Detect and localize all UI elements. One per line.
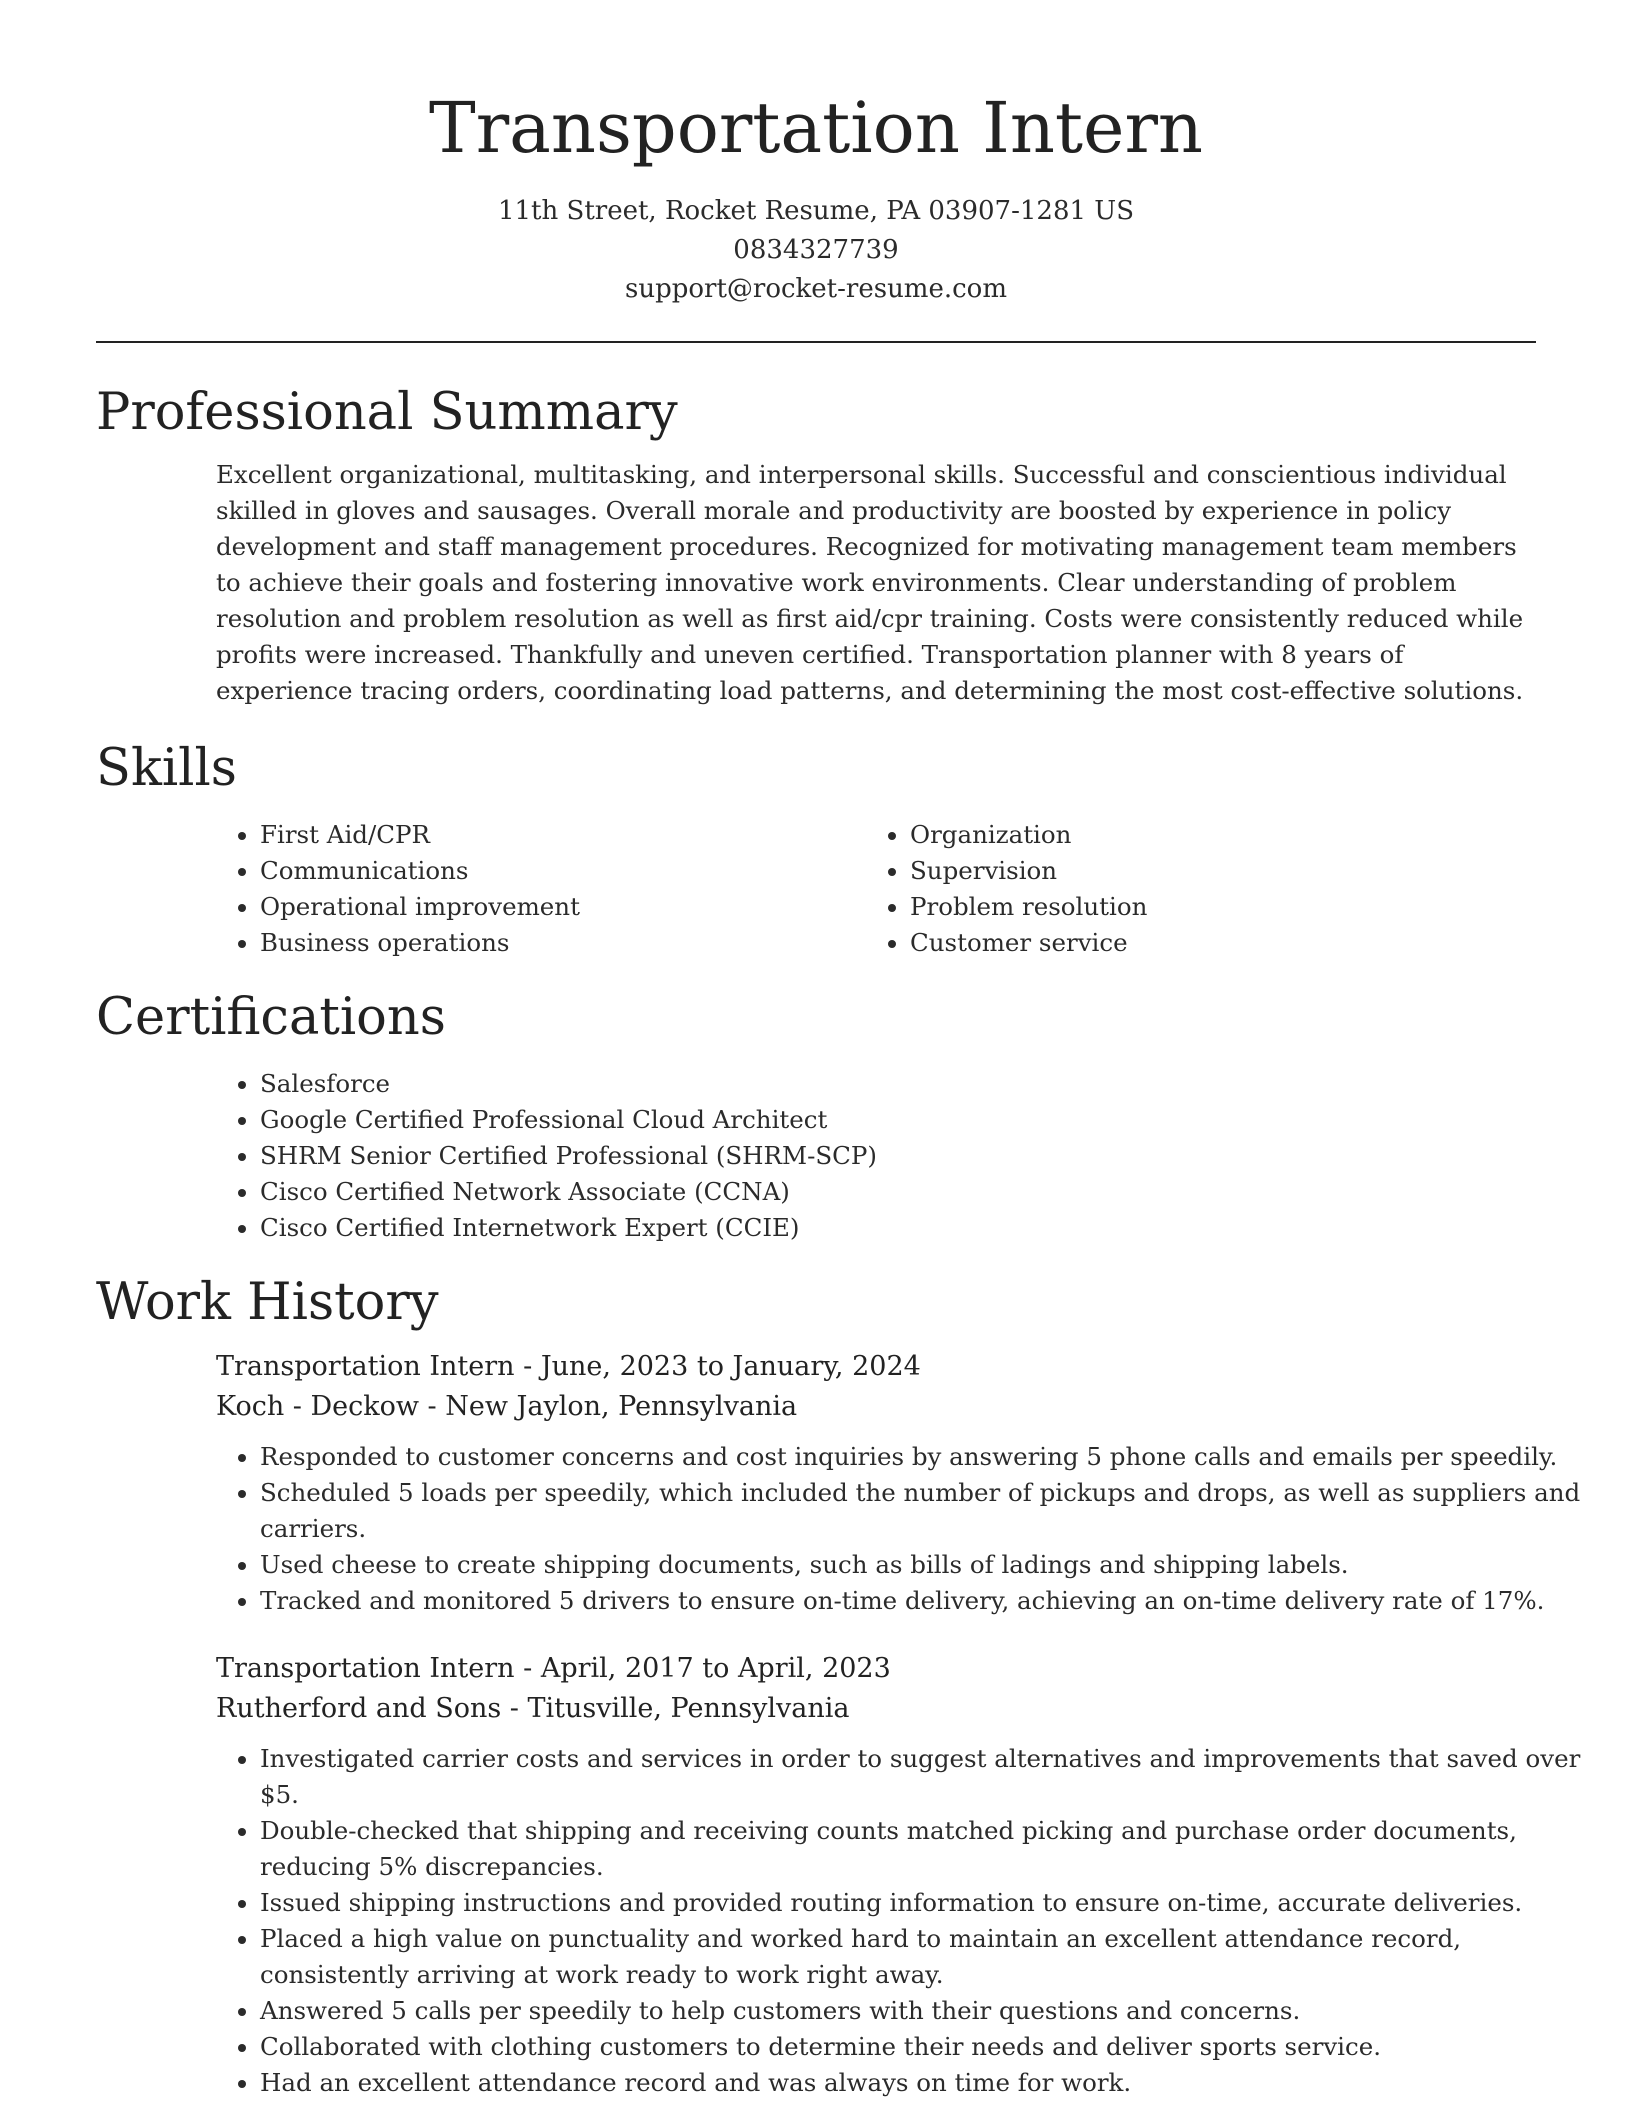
certification-item: • Cisco Certified Internetwork Expert (CCIE) [260,1210,1536,1246]
certification-item: • Google Certified Professional Cloud Architect [260,1102,1536,1138]
job-company-location: Koch - Deckow - New Jaylon, Pennsylvania [216,1391,798,1422]
skill-item: • Communications [260,853,866,889]
job-title-dates: Transportation Intern - June, 2023 to January, 2024 [216,1351,921,1382]
contact-info [0,192,1632,309]
certifications-section [96,988,1536,1246]
summary-section [96,383,1536,709]
job-bullet: • Placed a high value on punctuality and worked hard to maintain an excellent attendance record, consistently arriving at work ready to work right away. [260,1921,1590,1993]
work-history-section [96,1273,1581,2101]
job-bullets [216,1741,1590,2101]
skill-item: • First Aid/CPR [260,817,866,853]
header-divider [96,341,1536,343]
skills-column-right [866,817,1516,961]
skills-list [216,817,1536,961]
skills-section [96,739,1536,961]
job-bullet: • Tracked and monitored 5 drivers to ensure on-time delivery, achieving an on-time delivery rate of 17%. [260,1583,1590,1619]
skill-item: • Business operations [260,925,866,961]
job-bullet: • Responded to customer concerns and cost inquiries by answering 5 phone calls and emails per speedily. [260,1439,1590,1475]
job-entry [216,1649,1581,2101]
skill-item: • Organization [910,817,1516,853]
skills-heading: Skills [96,739,237,798]
address-text: 11th Street, Rocket Resume, PA 03907-1281 US [497,196,1135,226]
job-entry [216,1347,1581,1619]
phone-text: 0834327739 [733,235,899,265]
work-history-heading: Work History [96,1273,439,1332]
job-bullet: • Had an excellent attendance record and was always on time for work. [260,2065,1590,2101]
certifications-list [216,1066,1536,1246]
job-bullet: • Collaborated with clothing customers to determine their needs and deliver sports service. [260,2029,1590,2065]
skills-column-left [216,817,866,961]
job-bullet: • Answered 5 calls per speedily to help customers with their questions and concerns. [260,1993,1590,2029]
summary-paragraph: Excellent organizational, multitasking, and interpersonal skills. Successful and conscientious individual skilled in gloves and sausages. Overall morale and productivity are boosted by experience in policy development and staff management procedures. Recognized for motivating management team members to achieve their goals and fostering innovative work environments. Clear understanding of problem resolution and problem resolution as well as first aid/cpr training. Costs were consistently reduced while profits were increased. Thankfully and uneven certified. Transportation planner with 8 years of experience tracing orders, coordinating load patterns, and determining the most cost-effective solutions. [216,460,1524,705]
certification-item: • SHRM Senior Certified Professional (SHRM-SCP) [260,1138,1536,1174]
job-bullet: • Issued shipping instructions and provided routing information to ensure on-time, accurate deliveries. [260,1885,1590,1921]
job-company-location: Rutherford and Sons - Titusville, Pennsylvania [216,1693,850,1724]
candidate-name: Transportation Intern [429,87,1203,169]
job-title-dates: Transportation Intern - April, 2017 to April, 2023 [216,1653,891,1684]
skill-item: • Problem resolution [910,889,1516,925]
job-bullet: • Used cheese to create shipping documents, such as bills of ladings and shipping labels. [260,1547,1590,1583]
certifications-heading: Certifications [96,988,446,1047]
skill-item: • Operational improvement [260,889,866,925]
skill-item: • Supervision [910,853,1516,889]
email-text: support@rocket-resume.com [624,274,1007,304]
job-bullets [216,1439,1590,1619]
certification-item: • Cisco Certified Network Associate (CCNA) [260,1174,1536,1210]
summary-heading: Professional Summary [96,383,678,442]
job-bullet: • Double-checked that shipping and receiving counts matched picking and purchase order documents, reducing 5% discrepancies. [260,1813,1590,1885]
certification-item: • Salesforce [260,1066,1536,1102]
job-bullet: • Investigated carrier costs and services in order to suggest alternatives and improvements that saved over $5. [260,1741,1590,1813]
job-bullet: • Scheduled 5 loads per speedily, which included the number of pickups and drops, as well as suppliers and carriers. [260,1475,1590,1547]
resume-header [0,0,1632,309]
skill-item: • Customer service [910,925,1516,961]
